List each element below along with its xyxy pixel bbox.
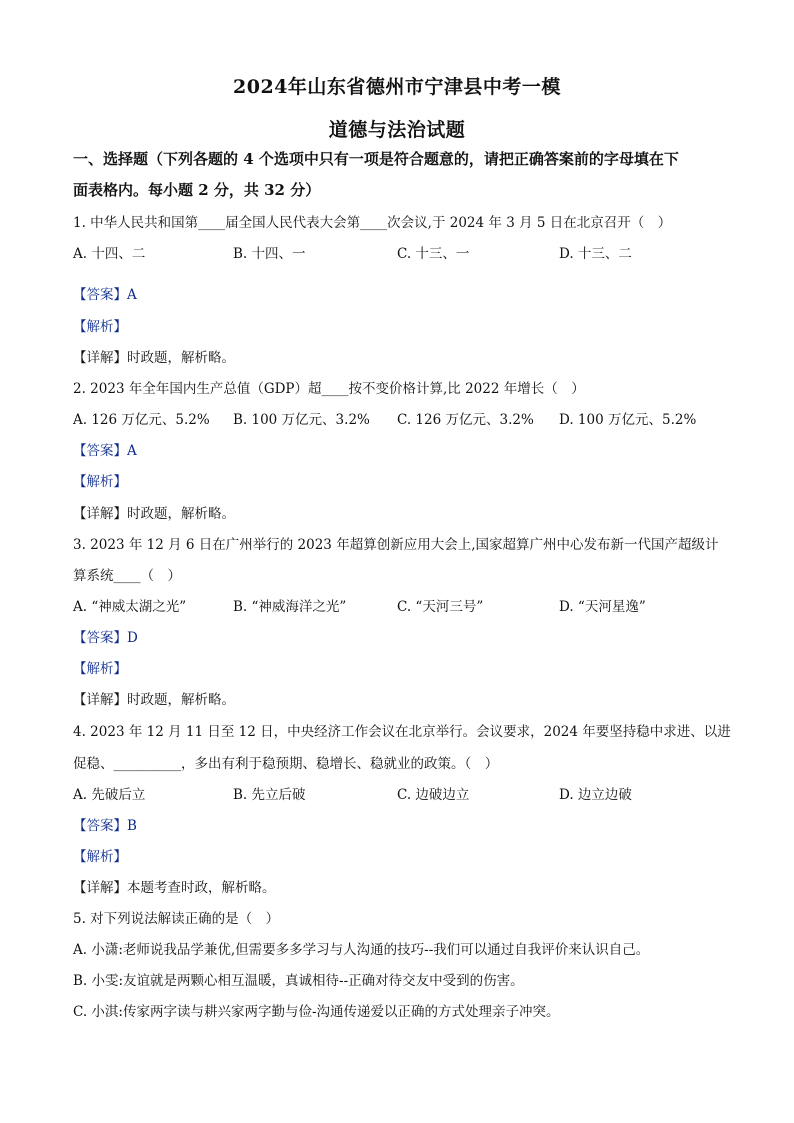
- question-4-analysis: 【解析】: [73, 849, 127, 865]
- document-title: 2024年山东省德州市宁津县中考一模: [233, 76, 561, 98]
- question-1-option-c: C. 十三、一: [397, 246, 470, 262]
- question-3-stem-line2: 算系统____（ ）: [73, 568, 181, 584]
- question-3-stem-line1: 3. 2023 年 12 月 6 日在广州举行的 2023 年超算创新应用大会上,国家超算广州中心发布新一代国产超级计: [73, 537, 719, 553]
- question-1-option-a: A. 十四、二: [73, 246, 146, 262]
- question-3-analysis: 【解析】: [73, 661, 127, 677]
- question-2-option-c: C. 126 万亿元、3.2%: [397, 412, 534, 428]
- question-2-detail: 【详解】时政题，解析略。: [73, 506, 235, 522]
- question-3-option-d: D. “天河星逸”: [559, 599, 646, 615]
- question-5-option-a: A. 小潇:老师说我品学兼优,但需要多多学习与人沟通的技巧--我们可以通过自我评价来认识自己。: [73, 942, 650, 958]
- question-4-answer: 【答案】B: [73, 818, 137, 834]
- question-2-answer: 【答案】A: [73, 443, 137, 459]
- question-1-option-d: D. 十三、二: [559, 246, 632, 262]
- question-2-analysis: 【解析】: [73, 474, 127, 490]
- question-4-option-a: A. 先破后立: [73, 787, 146, 803]
- question-1-analysis: 【解析】: [73, 319, 127, 335]
- question-5-option-b: B. 小雯:友谊就是两颗心相互温暖，真诚相待--正确对待交友中受到的伤害。: [73, 973, 524, 989]
- question-2-option-a: A. 126 万亿元、5.2%: [73, 412, 210, 428]
- question-1-answer: 【答案】A: [73, 287, 137, 303]
- question-3-option-c: C. “天河三号”: [397, 599, 484, 615]
- document-subtitle: 道德与法治试题: [328, 119, 466, 141]
- question-1-stem: 1. 中华人民共和国第____届全国人民代表大会第____次会议,于 2024 年 3 月 5 日在北京召开（ ）: [73, 215, 672, 231]
- question-4-option-b: B. 先立后破: [233, 787, 306, 803]
- section-heading-line2: 面表格内。每小题 2 分，共 32 分）: [73, 181, 321, 199]
- question-3-option-b: B. “神威海洋之光”: [233, 599, 347, 615]
- question-3-detail: 【详解】时政题，解析略。: [73, 692, 235, 708]
- question-5-option-c: C. 小淇:传家两字读与耕兴家两字勤与俭-沟通传递爱以正确的方式处理亲子冲突。: [73, 1004, 560, 1020]
- question-3-option-a: A. “神威太湖之光”: [73, 599, 187, 615]
- question-2-option-d: D. 100 万亿元、5.2%: [559, 412, 697, 428]
- question-4-option-c: C. 边破边立: [397, 787, 470, 803]
- question-3-answer: 【答案】D: [73, 630, 138, 646]
- question-4-stem-line2: 促稳、__________，多出有利于稳预期、稳增长、稳就业的政策。（ ）: [73, 756, 499, 772]
- section-heading-line1: 一、选择题（下列各题的 4 个选项中只有一项是符合题意的，请把正确答案前的字母填在下: [73, 150, 679, 168]
- question-4-detail: 【详解】本题考查时政，解析略。: [73, 880, 276, 896]
- question-4-stem-line1: 4. 2023 年 12 月 11 日至 12 日，中央经济工作会议在北京举行。会议要求，2024 年要坚持稳中求进、以进: [73, 724, 731, 740]
- question-2-stem: 2. 2023 年全年国内生产总值（GDP）超____按不变价格计算,比 2022 年增长（ ）: [73, 381, 585, 397]
- question-1-option-b: B. 十四、一: [233, 246, 306, 262]
- question-5-stem: 5. 对下列说法解读正确的是（ ）: [73, 911, 280, 927]
- question-1-detail: 【详解】时政题，解析略。: [73, 350, 235, 366]
- question-2-option-b: B. 100 万亿元、3.2%: [233, 412, 370, 428]
- question-4-option-d: D. 边立边破: [559, 787, 632, 803]
